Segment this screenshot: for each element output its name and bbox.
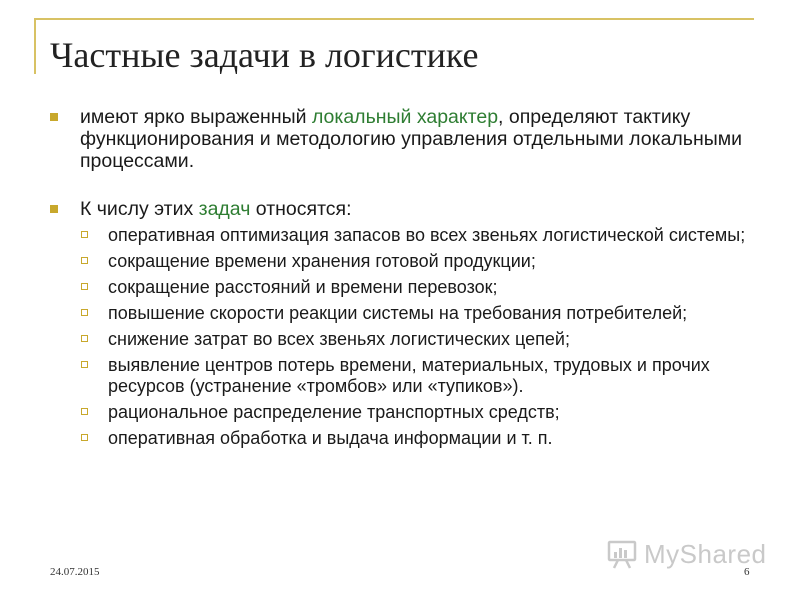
- hollow-square-bullet-icon: [81, 283, 88, 290]
- bullet2-text-before: К числу этих: [80, 198, 199, 220]
- bullet2-text-after: относятся:: [250, 198, 352, 220]
- watermark-text: MyShared: [644, 538, 767, 569]
- square-bullet-icon: [50, 113, 58, 121]
- hollow-square-bullet-icon: [81, 361, 88, 368]
- page-number: 6: [744, 566, 750, 578]
- hollow-square-bullet-icon: [81, 231, 88, 238]
- hollow-square-bullet-icon: [81, 434, 88, 441]
- slide-title: Частные задачи в логистике: [50, 35, 479, 75]
- bullet1-highlight: локальный характер: [311, 106, 499, 128]
- title-frame-top: [34, 18, 754, 20]
- list-item: сокращение расстояний и времени перевозок;: [46, 277, 766, 298]
- hollow-square-bullet-icon: [81, 335, 88, 342]
- watermark: [606, 536, 767, 572]
- hollow-square-bullet-icon: [81, 309, 88, 316]
- square-bullet-icon: [50, 205, 58, 213]
- list-item: оперативная обработка и выдача информации и т. п.: [46, 428, 766, 449]
- slide-content: [46, 106, 766, 449]
- presentation-board-icon: [606, 538, 638, 570]
- hollow-square-bullet-icon: [81, 257, 88, 264]
- bullet1-text-after: , определяют тактику функционирования и методологию управления отдельными локальными процессами.: [80, 106, 743, 172]
- hollow-square-bullet-icon: [81, 408, 88, 415]
- bullet-local-character: [46, 106, 766, 172]
- list-item: рациональное распределение транспортных средств;: [46, 402, 766, 423]
- footer-date: 24.07.2015: [50, 566, 100, 578]
- list-item: снижение затрат во всех звеньях логистических цепей;: [46, 329, 766, 350]
- list-item: оперативная оптимизация запасов во всех звеньях логистической системы;: [46, 225, 766, 246]
- bullet-tasks-intro: [46, 198, 766, 220]
- bullet1-text-before: имеют ярко выраженный: [80, 106, 312, 128]
- bullet2-highlight: задач: [198, 198, 251, 220]
- subitem-list: [46, 225, 766, 449]
- list-item: выявление центров потерь времени, материальных, трудовых и прочих ресурсов (устранение «тромбов» или «тупиков»).: [46, 355, 766, 397]
- list-item: сокращение времени хранения готовой продукции;: [46, 251, 766, 272]
- title-frame-left: [34, 18, 36, 74]
- list-item: повышение скорости реакции системы на требования потребителей;: [46, 303, 766, 324]
